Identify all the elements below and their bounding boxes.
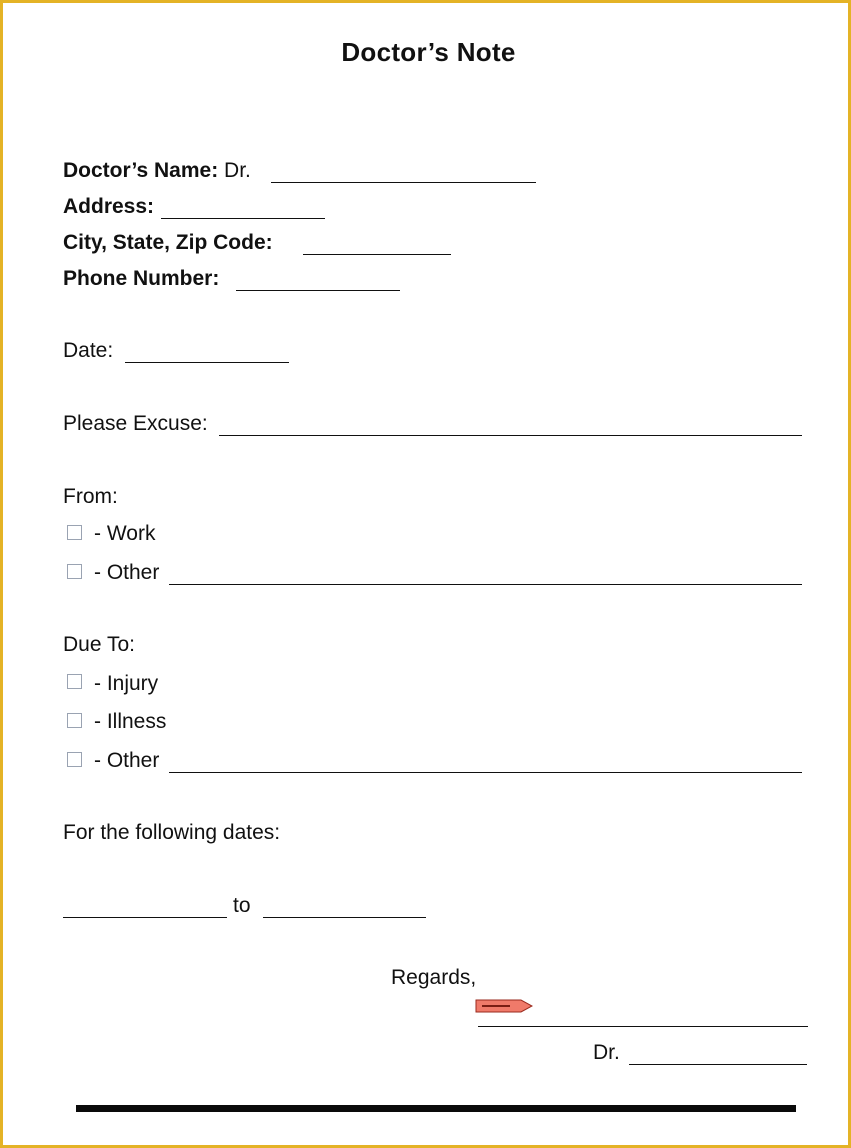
address-field[interactable] xyxy=(161,218,325,219)
due-other-field[interactable] xyxy=(169,772,802,773)
option-illness-label: - Illness xyxy=(94,710,167,733)
city-state-zip-field[interactable] xyxy=(303,254,451,255)
option-from-other-label: - Other xyxy=(94,561,160,584)
footer-bar xyxy=(76,1105,796,1112)
start-date-field[interactable] xyxy=(63,917,227,918)
checkbox-injury[interactable] xyxy=(67,674,82,689)
phone-number-field[interactable] xyxy=(236,290,400,291)
phone-number-label: Phone Number: xyxy=(63,267,220,290)
signer-prefix: Dr. xyxy=(593,1041,620,1064)
from-label: From: xyxy=(63,485,118,508)
due-to-label: Due To: xyxy=(63,633,135,656)
doctor-name-field[interactable] xyxy=(271,182,536,183)
please-excuse-field[interactable] xyxy=(219,435,802,436)
page-title: Doctor’s Note xyxy=(341,37,516,67)
city-state-zip-label: City, State, Zip Code: xyxy=(63,231,273,254)
doctor-name-row xyxy=(63,158,251,184)
following-dates-label: For the following dates: xyxy=(63,821,281,844)
date-label: Date: xyxy=(63,339,114,362)
from-other-field[interactable] xyxy=(169,584,802,585)
signer-name-field[interactable] xyxy=(629,1064,807,1065)
dates-separator: to xyxy=(233,894,251,917)
signature-field[interactable] xyxy=(478,1026,808,1027)
checkbox-from-work[interactable] xyxy=(67,525,82,540)
doctor-prefix: Dr. xyxy=(224,159,251,182)
checkbox-from-other[interactable] xyxy=(67,564,82,579)
date-field[interactable] xyxy=(125,362,289,363)
option-injury-label: - Injury xyxy=(94,672,159,695)
option-work-label: - Work xyxy=(94,522,156,545)
checkbox-due-other[interactable] xyxy=(67,752,82,767)
option-due-other-label: - Other xyxy=(94,749,160,772)
doctor-name-label: Doctor’s Name: xyxy=(63,159,219,182)
checkbox-illness[interactable] xyxy=(67,713,82,728)
sign-here-sticker-icon xyxy=(475,999,533,1013)
end-date-field[interactable] xyxy=(263,917,426,918)
address-label: Address: xyxy=(63,195,155,218)
please-excuse-label: Please Excuse: xyxy=(63,412,208,435)
regards-label: Regards, xyxy=(391,966,477,989)
